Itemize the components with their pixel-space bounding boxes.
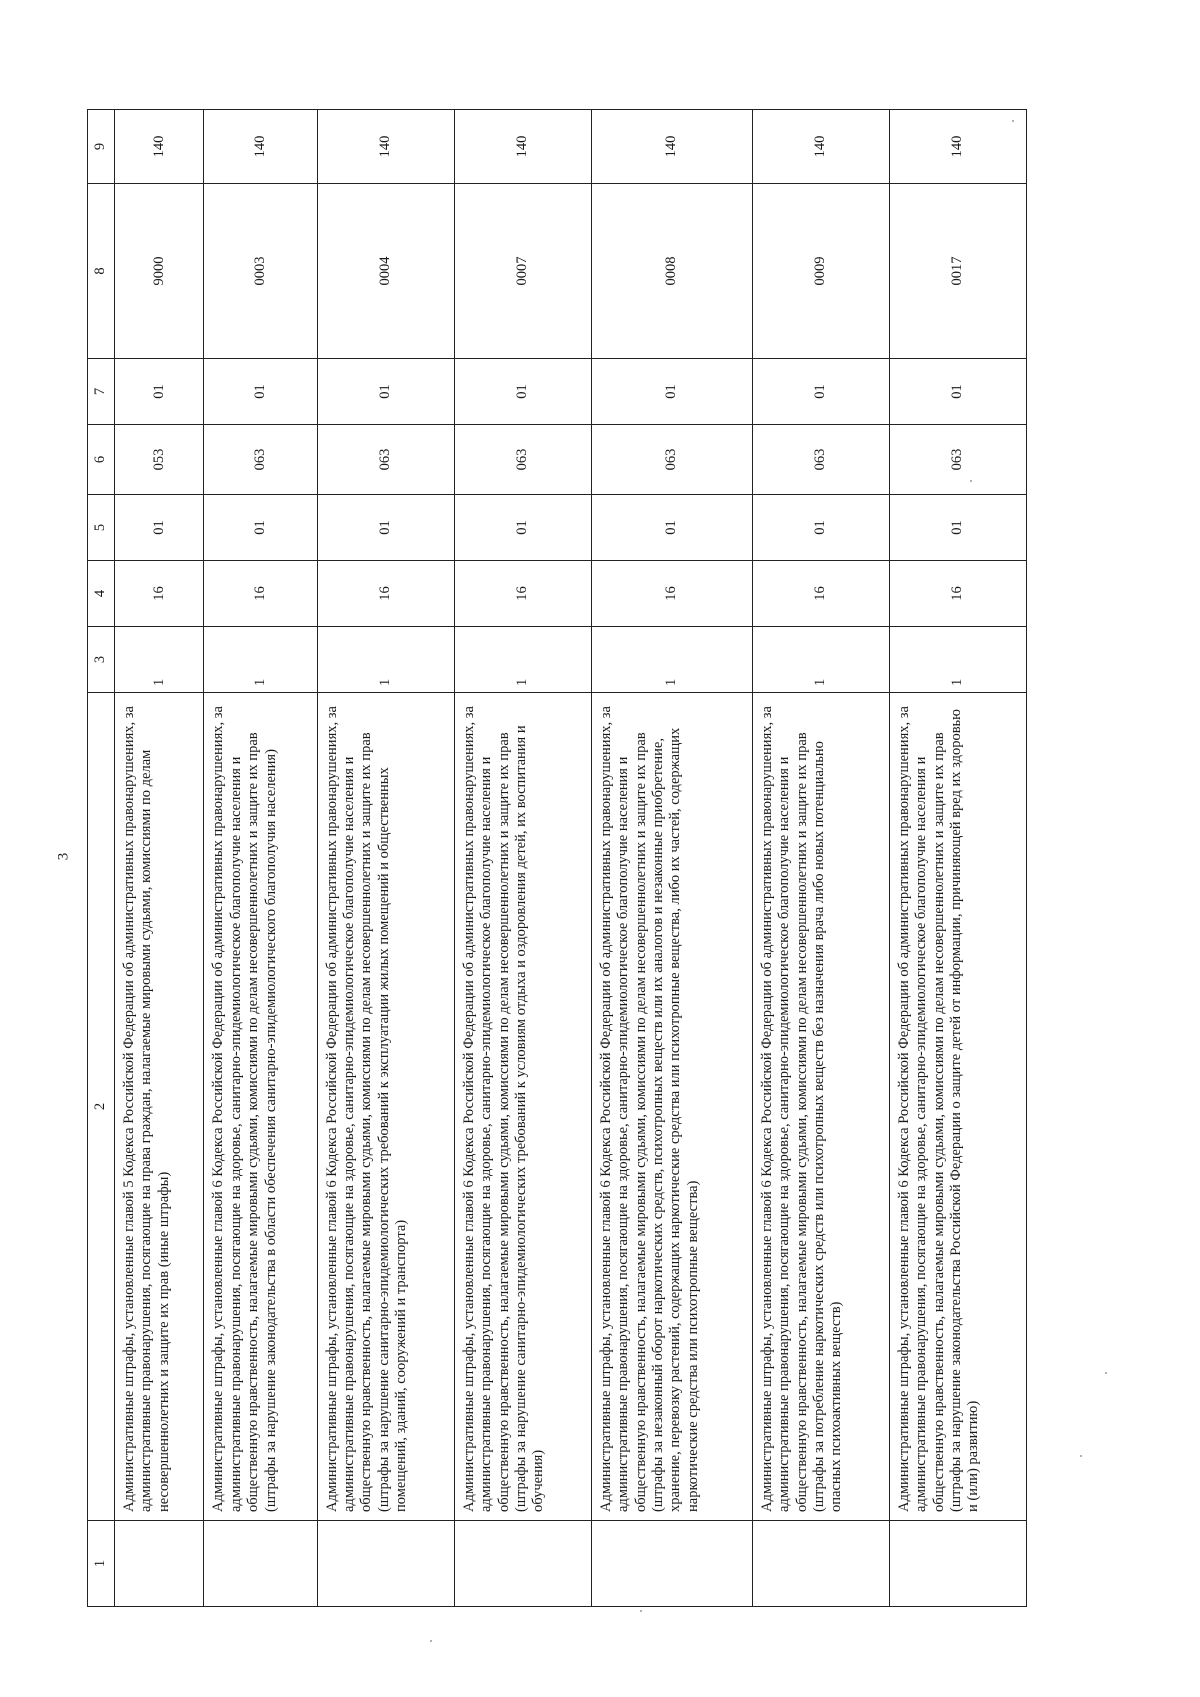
code-cell-c8: 9000 xyxy=(115,184,204,359)
code-cell-c4: 16 xyxy=(889,561,1026,627)
table-row xyxy=(591,110,752,1607)
description-cell: Административные штрафы, установленные главой 5 Кодекса Российской Федерации об административных правонарушениях, за административные правонарушения, посягающие на права граждан, налагаемые мировыми судьями, комиссиями по делам несовершеннолетних и защите их прав (иные штрафы) xyxy=(115,693,204,1521)
code-cell-c3: 1 xyxy=(454,627,591,693)
code-cell-c4: 16 xyxy=(752,561,889,627)
scan-speck xyxy=(640,1610,642,1612)
code-cell-c3: 1 xyxy=(752,627,889,693)
code-cell-c8: 0008 xyxy=(591,184,752,359)
description-cell: Административные штрафы, установленные главой 6 Кодекса Российской Федерации об административных правонарушениях, за административные правонарушения, посягающие на здоровье, санитарно-эпидемиологическое благополучие населения и общественную нравственность, налагаемые мировыми судьями, комиссиями по делам несовершеннолетних и защите их прав (штрафы за нарушение законодательства в области обеспечения санитарно-эпидемиологического благополучия населения) xyxy=(204,693,317,1521)
code-cell-c8: 0004 xyxy=(317,184,454,359)
code-cell-c7: 01 xyxy=(317,359,454,425)
code-cell-c7: 01 xyxy=(591,359,752,425)
code-cell-c9: 140 xyxy=(889,110,1026,184)
header-cell: 8 xyxy=(88,184,115,359)
code-cell-c5: 01 xyxy=(889,495,1026,561)
code-cell-code1 xyxy=(889,1521,1026,1607)
code-cell-c4: 16 xyxy=(204,561,317,627)
code-cell-c3: 1 xyxy=(115,627,204,693)
code-cell-c8: 0003 xyxy=(204,184,317,359)
header-cell: 3 xyxy=(88,627,115,693)
description-cell: Административные штрафы, установленные главой 6 Кодекса Российской Федерации об административных правонарушениях, за административные правонарушения, посягающие на здоровье, санитарно-эпидемиологическое благополучие населения и общественную нравственность, налагаемые мировыми судьями, комиссиями по делам несовершеннолетних и защите их прав (штрафы за потребление наркотических средств или психотропных веществ без назначения врача либо новых потенциально опасных психоактивных веществ) xyxy=(752,693,889,1521)
description-cell: Административные штрафы, установленные главой 6 Кодекса Российской Федерации об административных правонарушениях, за административные правонарушения, посягающие на здоровье, санитарно-эпидемиологическое благополучие населения и общественную нравственность, налагаемые мировыми судьями, комиссиями по делам несовершеннолетних и защите их прав (штрафы за нарушение законодательства Российской Федерации о защите детей от информации, причиняющей вред их здоровью и (или) развитию) xyxy=(889,693,1026,1521)
code-cell-c6: 063 xyxy=(591,425,752,495)
header-cell: 9 xyxy=(88,110,115,184)
code-cell-c5: 01 xyxy=(454,495,591,561)
code-cell-c6: 053 xyxy=(115,425,204,495)
description-cell: Административные штрафы, установленные главой 6 Кодекса Российской Федерации об административных правонарушениях, за административные правонарушения, посягающие на здоровье, санитарно-эпидемиологическое благополучие населения и общественную нравственность, налагаемые мировыми судьями, комиссиями по делам несовершеннолетних и защите их прав (штрафы за нарушение санитарно-эпидемиологических требований к условиям отдыха и оздоровления детей, их воспитания и обучения) xyxy=(454,693,591,1521)
table-row xyxy=(752,110,889,1607)
budget-classification-table xyxy=(87,109,1027,1607)
code-cell-code1 xyxy=(591,1521,752,1607)
code-cell-c3: 1 xyxy=(317,627,454,693)
code-cell-c6: 063 xyxy=(317,425,454,495)
code-cell-c4: 16 xyxy=(454,561,591,627)
code-cell-c7: 01 xyxy=(889,359,1026,425)
header-cell: 5 xyxy=(88,495,115,561)
code-cell-c5: 01 xyxy=(115,495,204,561)
code-cell-c3: 1 xyxy=(889,627,1026,693)
code-cell-c7: 01 xyxy=(204,359,317,425)
code-cell-c8: 0017 xyxy=(889,184,1026,359)
code-cell-c9: 140 xyxy=(115,110,204,184)
code-cell-c6: 063 xyxy=(889,425,1026,495)
code-cell-c5: 01 xyxy=(204,495,317,561)
code-cell-c8: 0007 xyxy=(454,184,591,359)
scan-speck xyxy=(1105,1372,1107,1374)
code-cell-c6: 063 xyxy=(752,425,889,495)
code-cell-c5: 01 xyxy=(752,495,889,561)
header-cell: 7 xyxy=(88,359,115,425)
code-cell-code1 xyxy=(115,1521,204,1607)
code-cell-code1 xyxy=(454,1521,591,1607)
code-cell-c5: 01 xyxy=(317,495,454,561)
table-row xyxy=(889,110,1026,1607)
code-cell-c3: 1 xyxy=(204,627,317,693)
page-number: 3 xyxy=(55,852,72,861)
table-row xyxy=(115,110,204,1607)
code-cell-c7: 01 xyxy=(752,359,889,425)
code-cell-c3: 1 xyxy=(591,627,752,693)
description-cell: Административные штрафы, установленные главой 6 Кодекса Российской Федерации об административных правонарушениях, за административные правонарушения, посягающие на здоровье, санитарно-эпидемиологическое благополучие населения и общественную нравственность, налагаемые мировыми судьями, комиссиями по делам несовершеннолетних и защите их прав (штрафы за незаконный оборот наркотических средств, психотропных веществ или их аналогов и незаконные приобретение, хранение, перевозку растений, содержащих наркотические средства или психотропные вещества, либо их частей, содержащих наркотические средства или психотропные вещества) xyxy=(591,693,752,1521)
code-cell-c9: 140 xyxy=(752,110,889,184)
code-cell-c6: 063 xyxy=(204,425,317,495)
code-cell-c9: 140 xyxy=(454,110,591,184)
description-cell: Административные штрафы, установленные главой 6 Кодекса Российской Федерации об административных правонарушениях, за административные правонарушения, посягающие на здоровье, санитарно-эпидемиологическое благополучие населения и общественную нравственность, налагаемые мировыми судьями, комиссиями по делам несовершеннолетних и защите их прав (штрафы за нарушение санитарно-эпидемиологических требований к эксплуатации жилых помещений и общественных помещений, зданий, сооружений и транспорта) xyxy=(317,693,454,1521)
code-cell-c9: 140 xyxy=(317,110,454,184)
code-cell-code1 xyxy=(204,1521,317,1607)
code-cell-code1 xyxy=(752,1521,889,1607)
code-cell-c4: 16 xyxy=(591,561,752,627)
code-cell-c8: 0009 xyxy=(752,184,889,359)
header-cell: 6 xyxy=(88,425,115,495)
code-cell-c7: 01 xyxy=(115,359,204,425)
table-row xyxy=(317,110,454,1607)
header-cell: 4 xyxy=(88,561,115,627)
scan-speck xyxy=(970,480,972,482)
code-cell-c4: 16 xyxy=(317,561,454,627)
header-cell: 2 xyxy=(88,693,115,1521)
code-cell-c9: 140 xyxy=(204,110,317,184)
code-cell-c6: 063 xyxy=(454,425,591,495)
code-cell-c7: 01 xyxy=(454,359,591,425)
code-cell-c4: 16 xyxy=(115,561,204,627)
table-row xyxy=(204,110,317,1607)
header-row xyxy=(88,110,115,1607)
table-row xyxy=(454,110,591,1607)
scan-speck xyxy=(430,1640,432,1642)
scan-speck xyxy=(1080,1455,1082,1457)
code-cell-c5: 01 xyxy=(591,495,752,561)
rotated-table-frame xyxy=(87,110,1027,1607)
code-cell-code1 xyxy=(317,1521,454,1607)
scan-speck xyxy=(1012,120,1014,122)
code-cell-c9: 140 xyxy=(591,110,752,184)
header-cell: 1 xyxy=(88,1521,115,1607)
